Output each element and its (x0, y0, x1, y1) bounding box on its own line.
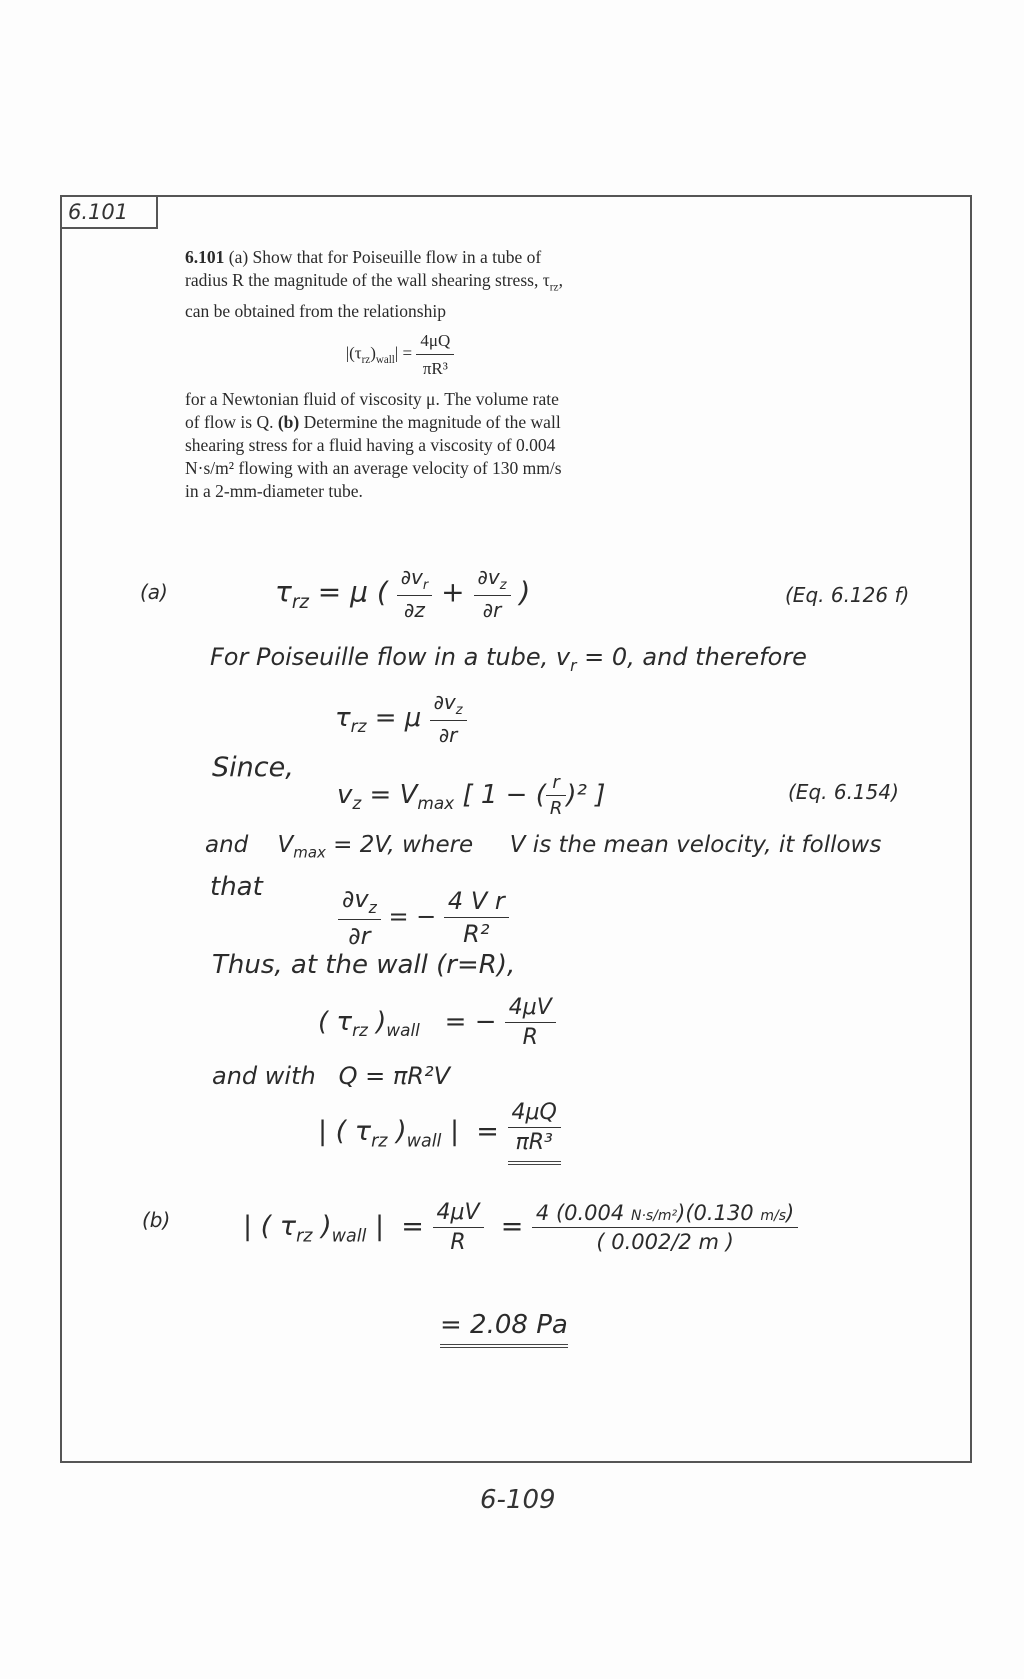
equation-ref-2: (Eq. 6.154) (788, 780, 899, 804)
problem-number: 6.101 (185, 247, 225, 267)
velocity-profile: $v_z = V_{max}$ [ 1 − ( $\frac{r}{R}$ )² ] (337, 772, 606, 819)
that-label: that (210, 872, 263, 902)
wall-stress-equation: $|(\tau_{rz})_{wall}|$ = $\frac{4\mu Q}{\text{πR³}}$ (225, 329, 575, 380)
part-b-calculation: | ( $\tau_{rz}$ )$_{wall}$ | = $\frac{4\mu V}{R}$ = $\frac{\text{4 (0.004 N·s/m²)(0.130 m/s)}}{( 0.002/2 m )}$ (243, 1200, 798, 1255)
final-result: = 2.08 Pa (440, 1310, 568, 1348)
wall-stress-intermediate: ( $\tau_{rz}$ )$_{wall}$ = − $\frac{4\mu V}{R}$ (318, 995, 556, 1050)
page-number: 6-109 (480, 1485, 556, 1515)
problem-part-a: 6.101 (a) Show that for Poiseuille flow in a tube of radius R the magnitude of the wall shearing stress, $\tau_{rz}$, can be obtained from the relationship (185, 247, 563, 321)
wall-stress-final: | ( $\tau_{rz}$ )$_{wall}$ | = $\frac{4\mu Q}{\text{πR³}}$ (318, 1100, 561, 1165)
and-line: and $V_{max} = 2V$, where V is the mean velocity, it follows (205, 832, 882, 862)
since-label: Since, (212, 752, 294, 783)
part-a-label: (a) (140, 580, 168, 604)
problem-part-b: for a Newtonian fluid of viscosity μ. The volume rate of flow is Q. (b) Determine the magnitude of the wall shearing stress for a fluid having a viscosity of 0.004 N·s/m² flowing with an average velocity of 130 mm/s in a 2-mm-diameter tube. (185, 388, 562, 501)
shear-stress-definition: $\tau_{rz} = \mu$ ( $\frac{\partial v_r}{\partial z}$ + $\frac{\partial v_z}{\partial r}$ ) (275, 565, 531, 622)
thus-line: Thus, at the wall (r=R), (212, 950, 516, 980)
equation-fraction: $\frac{4\mu Q}{\text{πR³}}$ (416, 329, 454, 380)
equation-ref-1: (Eq. 6.126 f) (785, 583, 910, 607)
shear-stress-reduced: $\tau_{rz} = \mu$ $\frac{\partial v_z}{\partial r}$ (335, 690, 467, 747)
and-with-line: and with Q = πR²V (212, 1062, 451, 1090)
poiseuille-line: For Poiseuille flow in a tube, $v_r = 0$, and therefore (210, 643, 807, 675)
velocity-gradient: $\frac{\partial v_z}{\partial r}$ = − $\frac{\text{4 V r}}{\text{R²}}$ (338, 885, 509, 950)
part-b-label: (b) (142, 1208, 171, 1232)
problem-statement (185, 246, 575, 503)
problem-label: 6.101 (60, 195, 158, 229)
